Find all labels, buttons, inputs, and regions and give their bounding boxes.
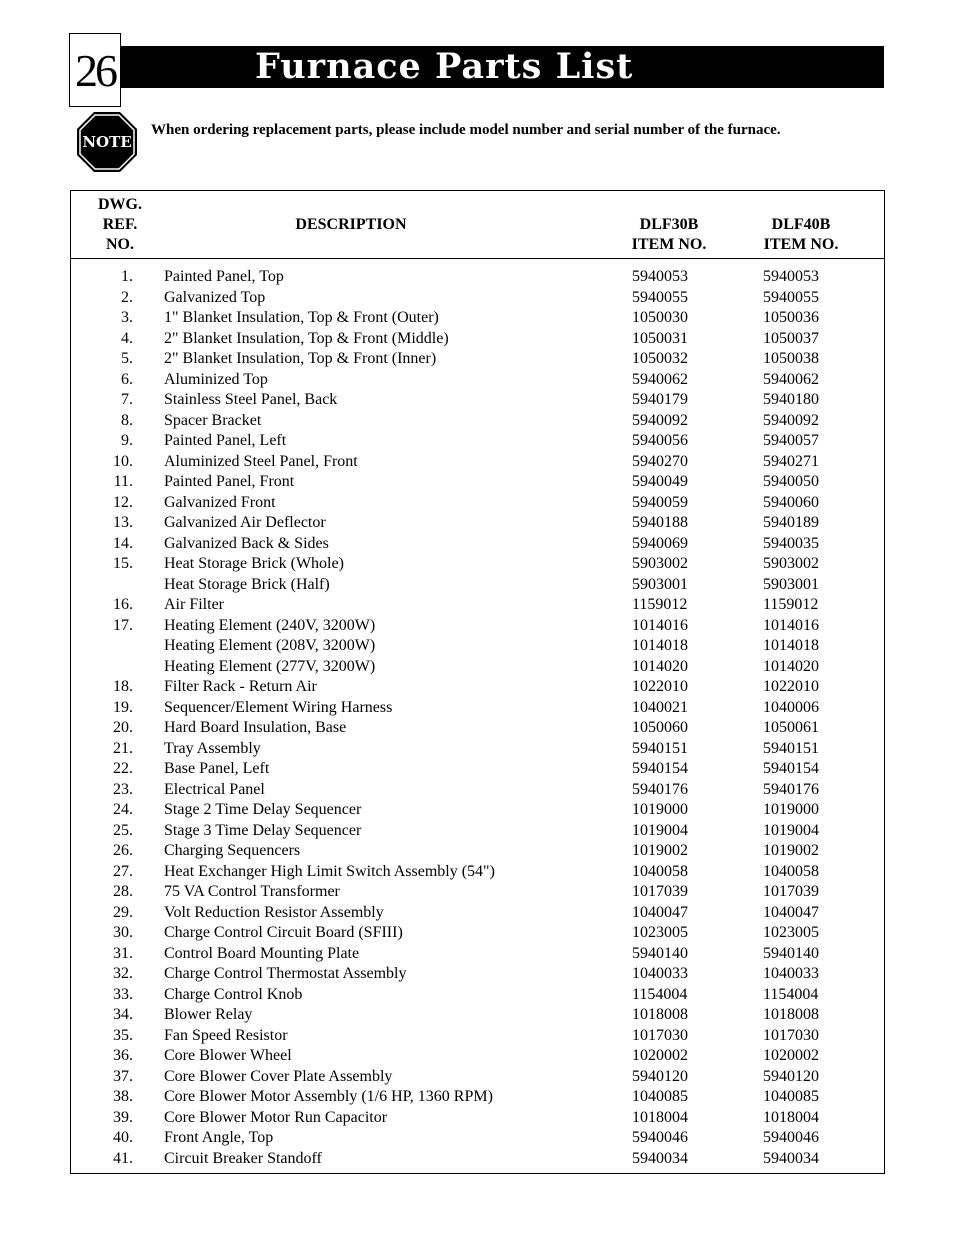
table-row (71, 964, 884, 985)
dlf30b-item-cell: 5940055 (632, 288, 688, 306)
dlf40b-item-cell: 1018008 (763, 1006, 819, 1023)
dlf30b-item-cell: 1019002 (632, 842, 688, 859)
ref-no-cell: 27. (113, 862, 133, 880)
description-cell: Heat Exchanger High Limit Switch Assembly (54") (164, 862, 495, 880)
ref-no-cell: 3. (121, 309, 133, 326)
dlf30b-item-cell: 1040033 (632, 965, 688, 982)
header-divider (71, 258, 884, 259)
description-cell: Charge Control Knob (164, 985, 303, 1003)
dlf30b-item-cell: 5940059 (632, 493, 688, 511)
header-dlf30b (611, 215, 727, 255)
dlf40b-item-cell: 5940055 (763, 288, 819, 306)
description-cell: Painted Panel, Top (164, 268, 284, 285)
description-cell: Aluminized Steel Panel, Front (164, 452, 358, 470)
header-dlf40b-line: ITEM NO. (763, 236, 839, 253)
dlf40b-item-cell: 1050036 (763, 309, 819, 326)
dlf30b-item-cell: 5940140 (632, 944, 688, 962)
ref-no-cell: 16. (113, 596, 133, 613)
dlf40b-item-cell: 5940189 (763, 514, 819, 531)
table-row (71, 472, 884, 493)
ref-no-cell: 21. (113, 739, 133, 757)
dlf40b-item-cell: 1019002 (763, 842, 819, 859)
dlf30b-item-cell: 1019000 (632, 801, 688, 818)
dlf40b-item-cell: 1014018 (763, 637, 819, 654)
dlf40b-item-cell: 5940057 (763, 432, 819, 449)
dlf30b-item-cell: 5940151 (632, 739, 688, 757)
description-cell: Heat Storage Brick (Half) (164, 575, 330, 593)
dlf40b-item-cell: 1040006 (763, 698, 819, 716)
description-cell: Control Board Mounting Plate (164, 944, 360, 962)
dlf30b-item-cell: 1040021 (632, 698, 688, 716)
ref-no-cell: 1. (121, 268, 133, 285)
ref-no-cell: 11. (113, 473, 133, 490)
ref-no-cell: 29. (113, 903, 133, 921)
header-description: DESCRIPTION (295, 216, 407, 233)
dlf30b-item-cell: 1159012 (632, 596, 688, 613)
description-cell: 2" Blanket Insulation, Top & Front (Middle) (164, 329, 449, 347)
description-cell: Core Blower Wheel (164, 1047, 292, 1064)
ref-no-cell: 26. (113, 842, 133, 859)
table-row (71, 349, 884, 370)
description-cell: Heating Element (240V, 3200W) (164, 616, 376, 634)
dlf40b-item-cell: 1022010 (763, 678, 819, 695)
ref-no-cell: 17. (113, 616, 133, 634)
dlf40b-item-cell: 1019004 (763, 821, 819, 839)
table-row (71, 1087, 884, 1108)
dlf30b-item-cell: 1050060 (632, 719, 688, 736)
ref-no-cell: 20. (113, 719, 133, 736)
note-badge-label: NOTE (82, 133, 132, 151)
table-row (71, 616, 884, 637)
dlf30b-item-cell: 5940154 (632, 760, 688, 777)
ref-no-cell: 9. (121, 432, 133, 449)
ref-no-cell: 41. (113, 1149, 133, 1167)
dlf30b-item-cell: 5940176 (632, 780, 688, 798)
ref-no-cell: 6. (121, 370, 133, 388)
ref-no-cell: 19. (113, 698, 133, 716)
dlf30b-item-cell: 1014020 (632, 657, 688, 675)
table-row (71, 308, 884, 329)
description-cell: 2" Blanket Insulation, Top & Front (Inner) (164, 350, 437, 367)
dlf30b-item-cell: 5940092 (632, 411, 688, 429)
header-dlf40b-line: DLF40B (771, 216, 831, 233)
dlf40b-item-cell: 5940046 (763, 1129, 819, 1146)
description-cell: Volt Reduction Resistor Assembly (164, 903, 384, 921)
table-row (71, 1108, 884, 1129)
table-row (71, 595, 884, 616)
ref-no-cell: 37. (113, 1067, 133, 1085)
dlf30b-item-cell: 1023005 (632, 924, 688, 941)
description-cell: Galvanized Front (164, 493, 276, 511)
description-cell: 1" Blanket Insulation, Top & Front (Outer) (164, 309, 439, 326)
table-row (71, 411, 884, 432)
note-text: When ordering replacement parts, please include model number and serial number of the furnace. (151, 122, 781, 138)
dlf30b-item-cell: 1022010 (632, 678, 688, 695)
description-cell: Galvanized Air Deflector (164, 514, 326, 531)
dlf40b-item-cell: 5940151 (763, 739, 819, 757)
dlf40b-item-cell: 1040033 (763, 965, 819, 982)
ref-no-cell: 38. (113, 1088, 133, 1105)
dlf40b-item-cell: 1040047 (763, 903, 819, 921)
ref-no-cell: 13. (113, 514, 133, 531)
dlf40b-item-cell: 5940154 (763, 760, 819, 777)
dlf30b-item-cell: 1050032 (632, 350, 688, 367)
table-row (71, 985, 884, 1006)
table-row (71, 493, 884, 514)
ref-no-cell: 10. (113, 452, 133, 470)
table-row (71, 944, 884, 965)
dlf40b-item-cell: 1017039 (763, 883, 819, 900)
ref-no-cell: 28. (113, 883, 133, 900)
description-cell: Spacer Bracket (164, 411, 262, 429)
ref-no-cell: 25. (113, 821, 133, 839)
description-cell: Stage 2 Time Delay Sequencer (164, 801, 362, 818)
ref-no-cell: 22. (113, 760, 133, 777)
table-row (71, 657, 884, 678)
table-row (71, 903, 884, 924)
dlf30b-item-cell: 5940046 (632, 1129, 688, 1146)
table-row (71, 800, 884, 821)
dlf40b-item-cell: 1014016 (763, 616, 819, 634)
dlf40b-item-cell: 5903001 (763, 575, 819, 593)
table-row (71, 329, 884, 350)
ref-no-cell: 40. (113, 1129, 133, 1146)
dlf40b-item-cell: 5940034 (763, 1149, 819, 1167)
ref-no-cell: 8. (121, 411, 133, 429)
dlf30b-item-cell: 5940179 (632, 391, 688, 408)
description-cell: Filter Rack - Return Air (164, 678, 317, 695)
dlf30b-item-cell: 5940053 (632, 268, 688, 285)
description-cell: Blower Relay (164, 1006, 253, 1023)
ref-no-cell: 4. (121, 329, 133, 347)
description-cell: Core Blower Motor Run Capacitor (164, 1108, 388, 1126)
description-cell: Aluminized Top (164, 370, 268, 388)
ref-no-cell: 18. (113, 678, 133, 695)
ref-no-cell: 32. (113, 965, 133, 982)
table-row (71, 554, 884, 575)
dlf30b-item-cell: 1040058 (632, 862, 688, 880)
ref-no-cell: 31. (113, 944, 133, 962)
description-cell: 75 VA Control Transformer (164, 883, 340, 900)
table-row (71, 370, 884, 391)
table-row (71, 431, 884, 452)
dlf40b-item-cell: 5940053 (763, 268, 819, 285)
dlf40b-item-cell: 5940050 (763, 473, 819, 490)
dlf40b-item-cell: 5940092 (763, 411, 819, 429)
parts-table (70, 190, 885, 1174)
dlf30b-item-cell: 1050030 (632, 309, 688, 326)
table-row (71, 513, 884, 534)
page-title: Furnace Parts List (255, 46, 634, 87)
ref-no-cell: 39. (113, 1108, 133, 1126)
table-row (71, 1067, 884, 1088)
table-row (71, 1005, 884, 1026)
dlf30b-item-cell: 5940062 (632, 370, 688, 388)
table-row (71, 862, 884, 883)
description-cell: Painted Panel, Front (164, 473, 295, 490)
table-row (71, 267, 884, 288)
table-row (71, 390, 884, 411)
dlf30b-item-cell: 5940188 (632, 514, 688, 531)
dlf40b-item-cell: 5940060 (763, 493, 819, 511)
dlf40b-item-cell: 1014020 (763, 657, 819, 675)
dlf30b-item-cell: 1018004 (632, 1108, 688, 1126)
dlf30b-item-cell: 5940069 (632, 534, 688, 552)
dlf30b-item-cell: 1019004 (632, 821, 688, 839)
dlf30b-item-cell: 1020002 (632, 1047, 688, 1064)
table-row (71, 1128, 884, 1149)
description-cell: Circuit Breaker Standoff (164, 1149, 322, 1167)
table-row (71, 1046, 884, 1067)
table-row (71, 841, 884, 862)
table-body (71, 267, 884, 1169)
ref-no-cell: 35. (113, 1026, 133, 1044)
header-ref-line: REF. (102, 216, 138, 233)
table-row (71, 759, 884, 780)
description-cell: Charge Control Circuit Board (SFIII) (164, 924, 403, 941)
dlf30b-item-cell: 1154004 (632, 985, 688, 1003)
dlf40b-item-cell: 5903002 (763, 555, 819, 572)
dlf40b-item-cell: 1050061 (763, 719, 819, 736)
dlf40b-item-cell: 5940271 (763, 452, 819, 470)
description-cell: Galvanized Top (164, 288, 266, 306)
description-cell: Tray Assembly (164, 739, 261, 757)
dlf30b-item-cell: 5940034 (632, 1149, 688, 1167)
dlf40b-item-cell: 1154004 (763, 985, 819, 1003)
ref-no-cell: 30. (113, 924, 133, 941)
ref-no-cell: 24. (113, 801, 133, 818)
dlf30b-item-cell: 5940120 (632, 1067, 688, 1085)
table-row (71, 780, 884, 801)
dlf40b-item-cell: 1019000 (763, 801, 819, 818)
description-cell: Charge Control Thermostat Assembly (164, 965, 407, 982)
ref-no-cell: 5. (121, 350, 133, 367)
description-cell: Painted Panel, Left (164, 432, 287, 449)
table-row (71, 882, 884, 903)
description-cell: Base Panel, Left (164, 760, 270, 777)
note-stop-sign-icon (76, 111, 138, 173)
dlf40b-item-cell: 1017030 (763, 1026, 819, 1044)
dlf40b-item-cell: 5940140 (763, 944, 819, 962)
dlf40b-item-cell: 5940035 (763, 534, 819, 552)
dlf30b-item-cell: 1040047 (632, 903, 688, 921)
dlf40b-item-cell: 5940180 (763, 391, 819, 408)
dlf30b-item-cell: 1050031 (632, 329, 688, 347)
header-ref-line: NO. (106, 236, 134, 253)
description-cell: Electrical Panel (164, 780, 265, 798)
dlf30b-item-cell: 5903001 (632, 575, 688, 593)
description-cell: Sequencer/Element Wiring Harness (164, 698, 393, 716)
description-cell: Hard Board Insulation, Base (164, 719, 347, 736)
table-row (71, 1149, 884, 1170)
dlf40b-item-cell: 1018004 (763, 1108, 819, 1126)
table-row (71, 698, 884, 719)
description-cell: Heating Element (208V, 3200W) (164, 637, 376, 654)
dlf40b-item-cell: 1050037 (763, 329, 819, 347)
table-row (71, 923, 884, 944)
table-row (71, 575, 884, 596)
dlf30b-item-cell: 1017039 (632, 883, 688, 900)
dlf40b-item-cell: 1020002 (763, 1047, 819, 1064)
table-row (71, 288, 884, 309)
table-row (71, 452, 884, 473)
table-row (71, 739, 884, 760)
ref-no-cell: 15. (113, 555, 133, 572)
dlf40b-item-cell: 5940176 (763, 780, 819, 798)
description-cell: Front Angle, Top (164, 1129, 274, 1146)
table-row (71, 1026, 884, 1047)
ref-no-cell: 7. (121, 391, 133, 408)
header-ref (81, 195, 159, 255)
ref-no-cell: 33. (113, 985, 133, 1003)
description-cell: Core Blower Cover Plate Assembly (164, 1067, 393, 1085)
dlf40b-item-cell: 1040085 (763, 1088, 819, 1105)
dlf30b-item-cell: 5940056 (632, 432, 688, 449)
dlf30b-item-cell: 5940049 (632, 473, 688, 490)
dlf30b-item-cell: 1014016 (632, 616, 688, 634)
dlf30b-item-cell: 1018008 (632, 1006, 688, 1023)
description-cell: Heat Storage Brick (Whole) (164, 555, 344, 572)
dlf40b-item-cell: 5940120 (763, 1067, 819, 1085)
ref-no-cell: 23. (113, 780, 133, 798)
description-cell: Fan Speed Resistor (164, 1026, 288, 1044)
ref-no-cell: 14. (113, 534, 133, 552)
description-cell: Air Filter (164, 596, 224, 613)
description-cell: Heating Element (277V, 3200W) (164, 657, 376, 675)
description-cell: Charging Sequencers (164, 842, 301, 859)
dlf30b-item-cell: 1040085 (632, 1088, 688, 1105)
description-cell: Stainless Steel Panel, Back (164, 391, 338, 408)
dlf40b-item-cell: 5940062 (763, 370, 819, 388)
page-number: 26 (69, 33, 121, 107)
dlf30b-item-cell: 5903002 (632, 555, 688, 572)
ref-no-cell: 2. (121, 288, 133, 306)
ref-no-cell: 36. (113, 1047, 133, 1064)
dlf30b-item-cell: 5940270 (632, 452, 688, 470)
header-ref-line: DWG. (98, 196, 142, 213)
table-row (71, 636, 884, 657)
description-cell: Stage 3 Time Delay Sequencer (164, 821, 362, 839)
table-row (71, 677, 884, 698)
table-row (71, 718, 884, 739)
dlf30b-item-cell: 1014018 (632, 637, 688, 654)
dlf40b-item-cell: 1023005 (763, 924, 819, 941)
table-row (71, 534, 884, 555)
ref-no-cell: 12. (113, 493, 133, 511)
description-cell: Core Blower Motor Assembly (1/6 HP, 1360 RPM) (164, 1088, 493, 1105)
dlf40b-item-cell: 1159012 (763, 596, 819, 613)
header-dlf40b (743, 215, 859, 255)
dlf30b-item-cell: 1017030 (632, 1026, 688, 1044)
dlf40b-item-cell: 1040058 (763, 862, 819, 880)
table-row (71, 821, 884, 842)
dlf40b-item-cell: 1050038 (763, 350, 819, 367)
description-cell: Galvanized Back & Sides (164, 534, 329, 552)
header-dlf30b-line: DLF30B (639, 216, 699, 233)
header-dlf30b-line: ITEM NO. (631, 236, 707, 253)
ref-no-cell: 34. (113, 1006, 133, 1023)
